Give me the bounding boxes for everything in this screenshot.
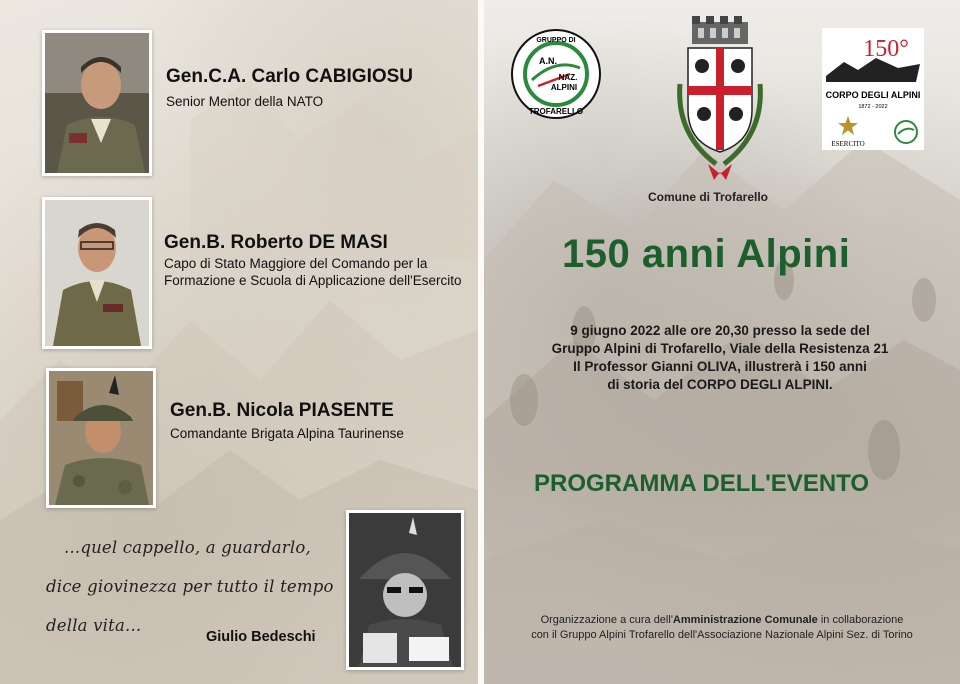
org-text-bold: Amministrazione Comunale bbox=[672, 614, 818, 626]
portrait-photo-bedeschi bbox=[346, 510, 464, 670]
corpo-alpini-150-logo bbox=[822, 28, 924, 150]
logo-center-text: NAZ. bbox=[558, 73, 578, 82]
person-name: Gen.B. Roberto DE MASI bbox=[164, 232, 388, 253]
event-line: Gruppo Alpini di Trofarello, Viale della Resistenza 21 bbox=[551, 341, 889, 356]
portrait-photo-de-masi bbox=[42, 197, 152, 349]
event-line: 9 giugno 2022 alle ore 20,30 presso la sede del bbox=[570, 323, 870, 338]
comune-crest-icon bbox=[670, 14, 770, 186]
logo-150-label: CORPO DEGLI ALPINI bbox=[825, 90, 921, 100]
right-panel bbox=[484, 0, 960, 684]
portrait-photo-cabigiosu bbox=[42, 30, 152, 176]
quote-line: della vita... bbox=[46, 616, 142, 635]
event-line: Il Professor Gianni OLIVA, illustrerà i 150 anni bbox=[573, 359, 867, 374]
logo-bottom-text: TROFARELLO bbox=[528, 107, 584, 116]
organization-note bbox=[502, 613, 942, 643]
event-details bbox=[510, 322, 930, 394]
quote-line: dice giovinezza per tutto il tempo bbox=[46, 577, 334, 596]
programma-heading: PROGRAMMA DELL'EVENTO bbox=[534, 470, 870, 497]
logo-150-years: 1872 - 2022 bbox=[858, 104, 888, 110]
logo-center-text: A.N. bbox=[539, 56, 557, 66]
org-text: in collaborazione bbox=[817, 614, 904, 626]
event-line: di storia del CORPO DEGLI ALPINI. bbox=[607, 377, 833, 392]
gruppo-alpini-logo bbox=[510, 28, 602, 120]
quote-line: ...quel cappello, a guardarlo, bbox=[64, 538, 311, 557]
logo-center-text: ALPINI bbox=[550, 83, 578, 92]
person-role: Capo di Stato Maggiore del Comando per la Formazione e Scuola di Applicazione dell'Esercito bbox=[164, 256, 462, 288]
person-role: Comandante Brigata Alpina Taurinense bbox=[170, 426, 404, 441]
person-role: Senior Mentor della NATO bbox=[166, 94, 324, 109]
org-text: Organizzazione a cura dell' bbox=[540, 614, 673, 626]
person-name: Gen.C.A. Carlo CABIGIOSU bbox=[166, 66, 414, 87]
logo-150-esercito: ESERCITO bbox=[831, 140, 865, 148]
quote-author: Giulio Bedeschi bbox=[206, 629, 316, 645]
comune-label: Comune di Trofarello bbox=[648, 190, 769, 204]
left-panel bbox=[0, 0, 478, 684]
org-text: con il Gruppo Alpini Trofarello dell'Associazione Nazionale Alpini Sez. di Torino bbox=[531, 629, 913, 641]
logo-150-number: 150° bbox=[863, 36, 909, 62]
event-title: 150 anni Alpini bbox=[562, 232, 851, 276]
portrait-photo-piasente bbox=[46, 368, 156, 508]
person-name: Gen.B. Nicola PIASENTE bbox=[170, 400, 394, 421]
logo-top-text: GRUPPO DI bbox=[536, 37, 576, 44]
